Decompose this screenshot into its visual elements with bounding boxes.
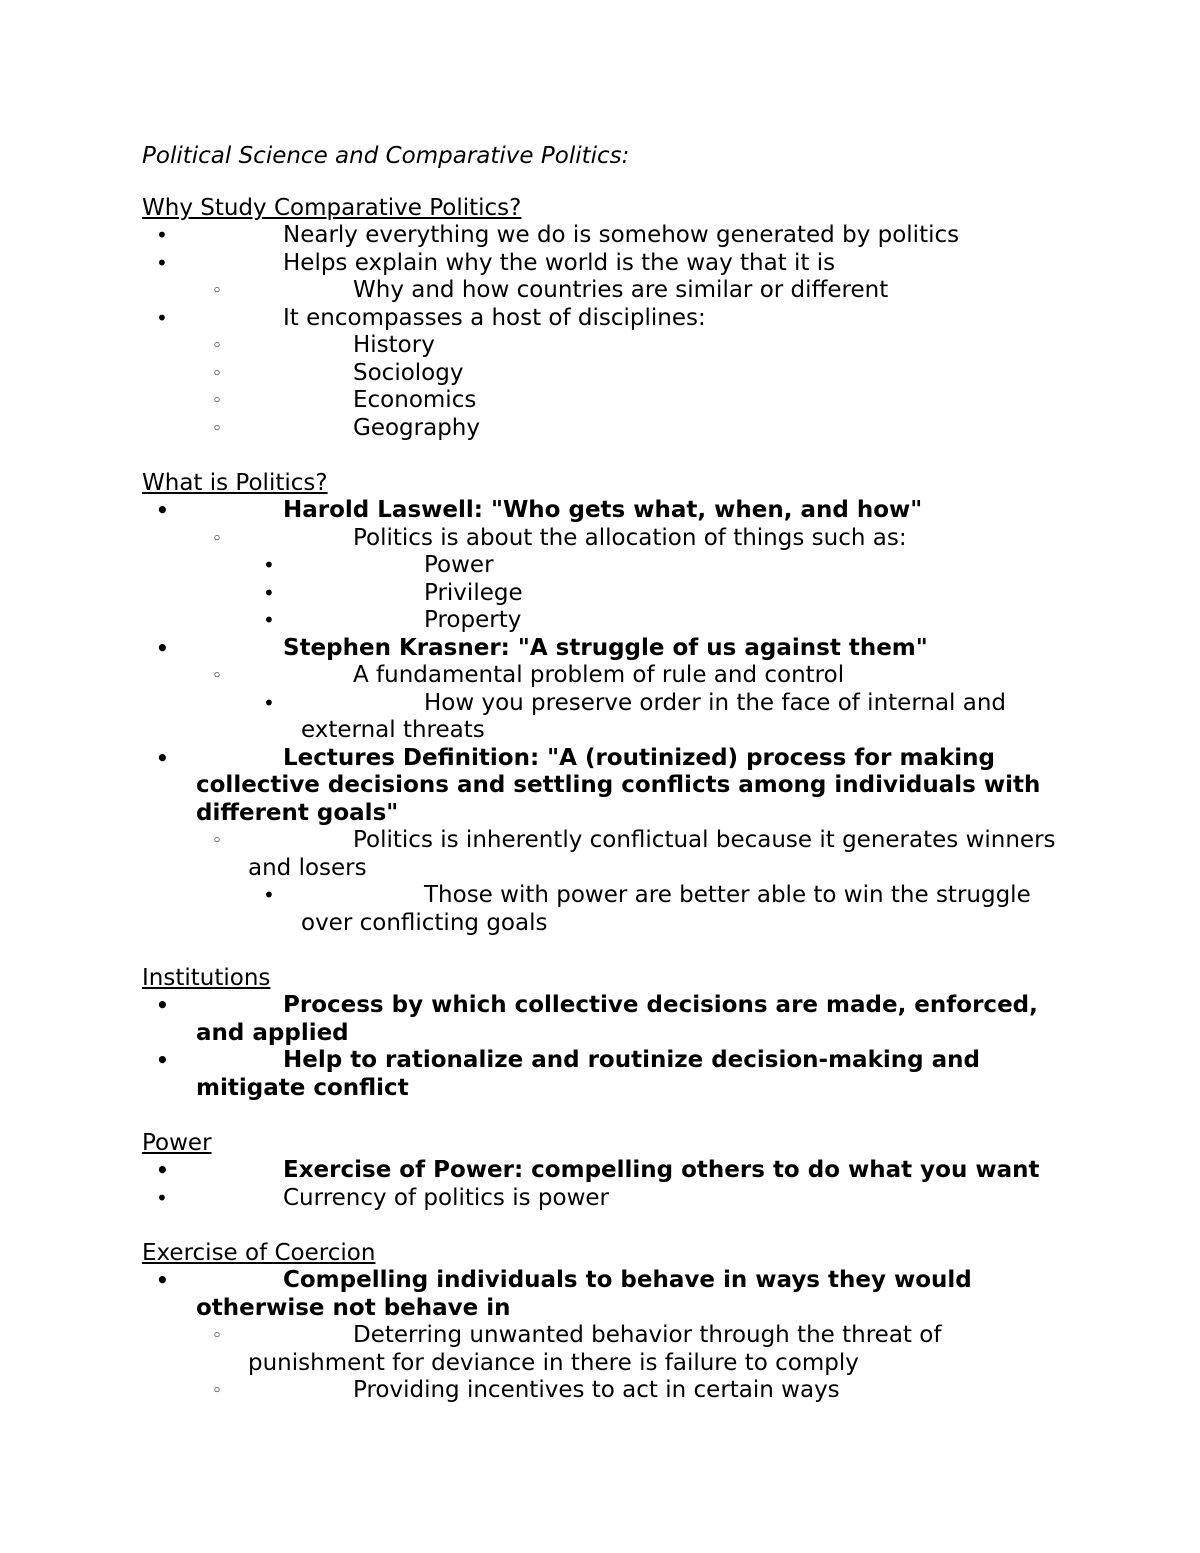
section	[142, 194, 1072, 442]
hollow-bullet-icon: ◦	[212, 1381, 223, 1401]
list-item-text: History	[353, 332, 435, 358]
bullet-icon: •	[156, 1268, 169, 1292]
list-item-text: Exercise of Power: compelling others to do what you want	[283, 1157, 1040, 1183]
section	[142, 469, 1072, 937]
bullet-icon: •	[156, 223, 168, 247]
list-item-text: Politics is inherently conflictual because it generates winners and losers	[248, 827, 1056, 881]
bullet-icon: •	[263, 553, 275, 577]
list-item	[142, 525, 1072, 553]
list-item-text: Currency of politics is power	[283, 1184, 609, 1211]
list-item	[142, 552, 1072, 580]
list-item	[142, 222, 1072, 250]
list-item	[142, 305, 1072, 333]
list-item-text: It encompasses a host of disciplines:	[283, 304, 706, 331]
section-heading: What is Politics?	[142, 470, 328, 496]
list-item-text: Nearly everything we do is somehow generated by politics	[283, 222, 960, 248]
hollow-bullet-icon: ◦	[212, 391, 223, 411]
list-item	[142, 580, 1072, 608]
bullet-icon: •	[156, 1158, 169, 1182]
bullet-icon: •	[263, 608, 275, 632]
bullet-icon: •	[156, 250, 168, 275]
list-item	[142, 635, 1072, 663]
list-item	[142, 360, 1072, 388]
list-item-text: Deterring unwanted behavior through the threat of punishment for deviance in there is failure to comply	[248, 1322, 942, 1376]
list-item	[142, 662, 1072, 690]
list-item-text: Help to rationalize and routinize decision-making and mitigate conflict	[196, 1047, 980, 1101]
list-item-text: How you preserve order in the face of internal and external threats	[301, 689, 1007, 743]
bullet-icon: •	[156, 993, 169, 1017]
list-item	[142, 745, 1072, 828]
list-item	[142, 497, 1072, 525]
hollow-bullet-icon: ◦	[212, 666, 223, 686]
bullet-icon: •	[263, 580, 275, 605]
list-item-text: Property	[424, 607, 522, 633]
bullet-icon: •	[156, 1185, 168, 1210]
hollow-bullet-icon: ◦	[212, 528, 223, 549]
list-item	[142, 387, 1072, 415]
document-title: Political Science and Comparative Politics:	[142, 143, 630, 169]
list-item-text: Economics	[353, 387, 477, 413]
section	[142, 1239, 1072, 1405]
list-item	[142, 1377, 1072, 1405]
list-item	[142, 827, 1072, 882]
list-item	[142, 1185, 1072, 1213]
list-item	[142, 332, 1072, 360]
list-item	[142, 1157, 1072, 1185]
list-item-text: Compelling individuals to behave in ways they would otherwise not behave in	[196, 1267, 972, 1321]
bullet-icon: •	[156, 1048, 169, 1072]
bullet-icon: •	[156, 498, 169, 522]
section-heading: Exercise of Coercion	[142, 1240, 376, 1266]
document-page	[142, 140, 1072, 1432]
list-item	[142, 250, 1072, 278]
hollow-bullet-icon: ◦	[212, 363, 223, 384]
list-item	[142, 690, 1072, 745]
section-heading: Why Study Comparative Politics?	[142, 195, 522, 221]
list-item-text: Helps explain why the world is the way that it is	[283, 249, 836, 276]
list-item-text: Sociology	[353, 359, 464, 386]
list-item	[142, 277, 1072, 305]
hollow-bullet-icon: ◦	[212, 336, 223, 356]
list-item	[142, 607, 1072, 635]
hollow-bullet-icon: ◦	[212, 831, 223, 851]
document-body	[142, 194, 1072, 1405]
section	[142, 1129, 1072, 1212]
list-item-text: Power	[424, 552, 494, 578]
list-item	[142, 1322, 1072, 1377]
bullet-icon: •	[263, 690, 275, 715]
list-item-text: Privilege	[424, 579, 523, 606]
list-item	[142, 415, 1072, 443]
list-item-text: Stephen Krasner: "A struggle of us against them"	[283, 634, 928, 661]
section-heading: Institutions	[142, 965, 271, 991]
list-item-text: Those with power are better able to win the struggle over conflicting goals	[301, 882, 1031, 936]
list-item-text: Politics is about the allocation of things such as:	[353, 524, 907, 551]
section	[142, 964, 1072, 1102]
list-item-text: Geography	[353, 414, 480, 441]
section-heading: Power	[142, 1130, 212, 1156]
list-item	[142, 1267, 1072, 1322]
bullet-icon: •	[156, 745, 169, 770]
list-item-text: Process by which collective decisions are made, enforced, and applied	[196, 992, 1038, 1046]
list-item	[142, 1047, 1072, 1102]
bullet-icon: •	[156, 635, 169, 660]
list-item-text: Lectures Definition: "A (routinized) process for making collective decisions and settling conflicts among individuals with different goals"	[196, 744, 1041, 826]
hollow-bullet-icon: ◦	[212, 281, 223, 301]
list-item	[142, 882, 1072, 937]
hollow-bullet-icon: ◦	[212, 1326, 223, 1346]
list-item	[142, 992, 1072, 1047]
list-item-text: Harold Laswell: "Who gets what, when, and how"	[283, 497, 923, 523]
bullet-icon: •	[263, 883, 275, 907]
hollow-bullet-icon: ◦	[212, 418, 223, 439]
list-item-text: A fundamental problem of rule and control	[353, 662, 845, 688]
bullet-icon: •	[156, 305, 168, 330]
list-item-text: Providing incentives to act in certain ways	[353, 1377, 840, 1403]
list-item-text: Why and how countries are similar or different	[353, 277, 889, 303]
